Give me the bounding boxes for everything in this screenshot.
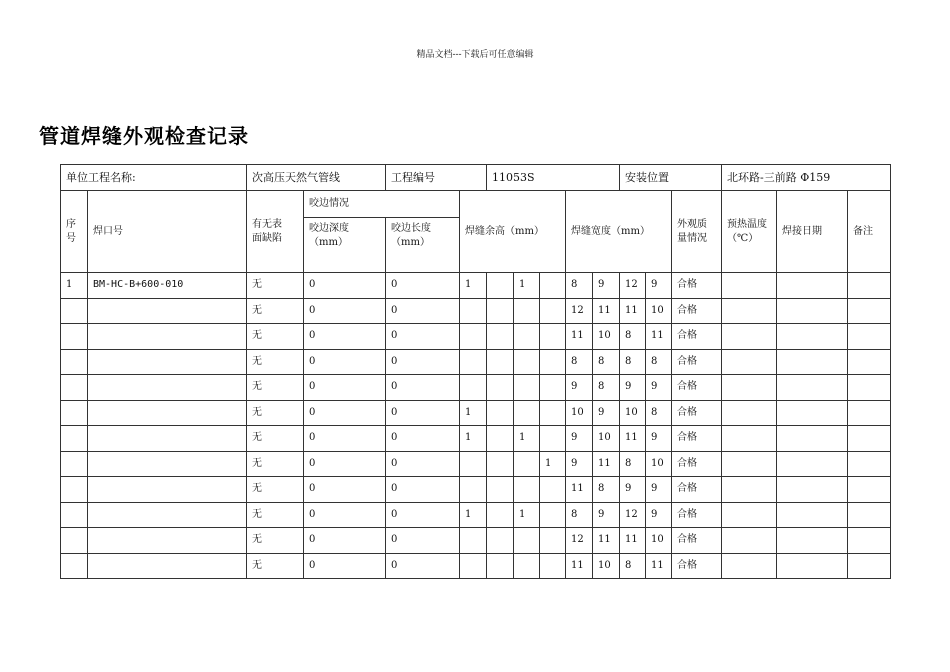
defect-cell: 无 — [247, 400, 304, 426]
width-3-cell: 11 — [620, 426, 646, 452]
reinforcement-3-cell — [514, 400, 540, 426]
weld-inspection-table — [60, 164, 891, 579]
reinforcement-3-cell: 1 — [514, 273, 540, 299]
reinforcement-3-cell: 1 — [514, 426, 540, 452]
info-row — [61, 165, 891, 191]
width-2-cell: 9 — [593, 273, 620, 299]
unit-name-label: 单位工程名称: — [61, 165, 247, 191]
width-3-cell: 11 — [620, 528, 646, 554]
remark-header: 备注 — [848, 191, 891, 273]
depth-cell: 0 — [304, 553, 386, 579]
width-3-cell: 10 — [620, 400, 646, 426]
seq-cell — [61, 324, 88, 350]
defect-cell: 无 — [247, 477, 304, 503]
width-1-cell: 8 — [566, 502, 593, 528]
length-cell: 0 — [386, 477, 460, 503]
reinforcement-4-cell — [540, 324, 566, 350]
length-cell: 0 — [386, 400, 460, 426]
length-cell: 0 — [386, 502, 460, 528]
depth-cell: 0 — [304, 477, 386, 503]
width-4-cell: 11 — [646, 553, 672, 579]
reinforcement-header: 焊缝余高（mm） — [460, 191, 566, 273]
weld-date-cell — [777, 528, 848, 554]
reinforcement-3-cell — [514, 298, 540, 324]
reinforcement-2-cell — [487, 273, 514, 299]
reinforcement-3-cell — [514, 324, 540, 350]
seq-cell: 1 — [61, 273, 88, 299]
width-4-cell: 11 — [646, 324, 672, 350]
preheat-cell — [722, 298, 777, 324]
length-cell: 0 — [386, 528, 460, 554]
depth-cell: 0 — [304, 528, 386, 554]
seq-cell — [61, 375, 88, 401]
reinforcement-3-cell: 1 — [514, 502, 540, 528]
preheat-cell — [722, 426, 777, 452]
reinforcement-4-cell — [540, 375, 566, 401]
project-no-value: 11053S — [487, 165, 620, 191]
preheat-header: 预热温度 （℃） — [722, 191, 777, 273]
location-value: 北环路-三前路 Φ159 — [722, 165, 891, 191]
quality-cell: 合格 — [672, 324, 722, 350]
weld-date-cell — [777, 273, 848, 299]
table-row — [61, 426, 891, 452]
seq-cell — [61, 426, 88, 452]
undercut-length-header: 咬边长度 （mm） — [386, 218, 460, 273]
quality-cell: 合格 — [672, 502, 722, 528]
seq-header: 序 号 — [61, 191, 88, 273]
remark-cell — [848, 426, 891, 452]
width-3-cell: 9 — [620, 375, 646, 401]
weld-cell — [88, 451, 247, 477]
table-row — [61, 349, 891, 375]
width-1-cell: 8 — [566, 273, 593, 299]
reinforcement-4-cell — [540, 528, 566, 554]
width-3-cell: 8 — [620, 349, 646, 375]
depth-cell: 0 — [304, 273, 386, 299]
reinforcement-3-cell — [514, 528, 540, 554]
quality-cell: 合格 — [672, 553, 722, 579]
weld-date-cell — [777, 375, 848, 401]
remark-cell — [848, 451, 891, 477]
quality-cell: 合格 — [672, 298, 722, 324]
quality-cell: 合格 — [672, 349, 722, 375]
width-4-cell: 8 — [646, 349, 672, 375]
reinforcement-1-cell — [460, 553, 487, 579]
length-cell: 0 — [386, 349, 460, 375]
width-3-cell: 12 — [620, 502, 646, 528]
reinforcement-2-cell — [487, 477, 514, 503]
width-4-cell: 10 — [646, 528, 672, 554]
quality-cell: 合格 — [672, 273, 722, 299]
weld-cell — [88, 400, 247, 426]
length-cell: 0 — [386, 451, 460, 477]
preheat-cell — [722, 502, 777, 528]
weld-cell — [88, 426, 247, 452]
preheat-cell — [722, 273, 777, 299]
weld-date-cell — [777, 502, 848, 528]
table-row — [61, 502, 891, 528]
width-2-cell: 8 — [593, 375, 620, 401]
weld-date-header: 焊接日期 — [777, 191, 848, 273]
width-4-cell: 9 — [646, 273, 672, 299]
width-4-cell: 10 — [646, 451, 672, 477]
defect-cell: 无 — [247, 298, 304, 324]
reinforcement-2-cell — [487, 400, 514, 426]
reinforcement-3-cell — [514, 451, 540, 477]
weld-date-cell — [777, 426, 848, 452]
length-cell: 0 — [386, 553, 460, 579]
reinforcement-4-cell: 1 — [540, 451, 566, 477]
quality-header: 外观质 量情况 — [672, 191, 722, 273]
width-2-cell: 11 — [593, 298, 620, 324]
width-1-cell: 8 — [566, 349, 593, 375]
weld-date-cell — [777, 349, 848, 375]
reinforcement-1-cell: 1 — [460, 400, 487, 426]
seq-cell — [61, 451, 88, 477]
defect-cell: 无 — [247, 349, 304, 375]
reinforcement-4-cell — [540, 273, 566, 299]
weld-cell: BM-HC-B+600-010 — [88, 273, 247, 299]
surface-defect-header: 有无表 面缺陷 — [247, 191, 304, 273]
width-1-cell: 9 — [566, 451, 593, 477]
seq-cell — [61, 298, 88, 324]
weld-date-cell — [777, 477, 848, 503]
width-1-cell: 11 — [566, 553, 593, 579]
preheat-cell — [722, 528, 777, 554]
remark-cell — [848, 349, 891, 375]
remark-cell — [848, 553, 891, 579]
table-row — [61, 400, 891, 426]
depth-cell: 0 — [304, 375, 386, 401]
width-1-cell: 11 — [566, 324, 593, 350]
table-row — [61, 324, 891, 350]
reinforcement-4-cell — [540, 349, 566, 375]
reinforcement-1-cell — [460, 375, 487, 401]
width-3-cell: 8 — [620, 451, 646, 477]
page-header: 精品文档---下载后可任意编辑 — [416, 50, 534, 60]
defect-cell: 无 — [247, 426, 304, 452]
defect-cell: 无 — [247, 502, 304, 528]
width-2-cell: 11 — [593, 528, 620, 554]
table-row — [61, 553, 891, 579]
remark-cell — [848, 298, 891, 324]
reinforcement-4-cell — [540, 477, 566, 503]
width-1-cell: 12 — [566, 298, 593, 324]
width-2-cell: 8 — [593, 349, 620, 375]
width-4-cell: 9 — [646, 426, 672, 452]
preheat-cell — [722, 324, 777, 350]
length-cell: 0 — [386, 324, 460, 350]
length-cell: 0 — [386, 273, 460, 299]
remark-cell — [848, 502, 891, 528]
width-3-cell: 8 — [620, 324, 646, 350]
reinforcement-4-cell — [540, 298, 566, 324]
reinforcement-2-cell — [487, 426, 514, 452]
width-1-cell: 10 — [566, 400, 593, 426]
depth-cell: 0 — [304, 400, 386, 426]
width-2-cell: 10 — [593, 324, 620, 350]
reinforcement-4-cell — [540, 553, 566, 579]
reinforcement-2-cell — [487, 502, 514, 528]
table-row — [61, 451, 891, 477]
seq-cell — [61, 349, 88, 375]
reinforcement-4-cell — [540, 400, 566, 426]
weld-no-header: 焊口号 — [88, 191, 247, 273]
quality-cell: 合格 — [672, 477, 722, 503]
remark-cell — [848, 324, 891, 350]
quality-cell: 合格 — [672, 375, 722, 401]
seq-cell — [61, 477, 88, 503]
location-label: 安装位置 — [620, 165, 722, 191]
depth-cell: 0 — [304, 451, 386, 477]
defect-cell: 无 — [247, 528, 304, 554]
depth-cell: 0 — [304, 298, 386, 324]
quality-cell: 合格 — [672, 528, 722, 554]
reinforcement-3-cell — [514, 553, 540, 579]
preheat-cell — [722, 349, 777, 375]
reinforcement-4-cell — [540, 426, 566, 452]
preheat-cell — [722, 553, 777, 579]
width-4-cell: 9 — [646, 477, 672, 503]
depth-cell: 0 — [304, 324, 386, 350]
reinforcement-1-cell — [460, 324, 487, 350]
width-2-cell: 11 — [593, 451, 620, 477]
weld-cell — [88, 528, 247, 554]
weld-cell — [88, 502, 247, 528]
width-1-cell: 9 — [566, 375, 593, 401]
project-no-label: 工程编号 — [386, 165, 487, 191]
defect-cell: 无 — [247, 324, 304, 350]
weld-date-cell — [777, 298, 848, 324]
defect-cell: 无 — [247, 451, 304, 477]
reinforcement-1-cell — [460, 477, 487, 503]
reinforcement-2-cell — [487, 298, 514, 324]
preheat-cell — [722, 477, 777, 503]
width-1-cell: 12 — [566, 528, 593, 554]
quality-cell: 合格 — [672, 400, 722, 426]
defect-cell: 无 — [247, 273, 304, 299]
reinforcement-1-cell — [460, 451, 487, 477]
width-2-cell: 9 — [593, 400, 620, 426]
reinforcement-3-cell — [514, 349, 540, 375]
width-2-cell: 10 — [593, 553, 620, 579]
weld-cell — [88, 298, 247, 324]
length-cell: 0 — [386, 375, 460, 401]
weld-date-cell — [777, 553, 848, 579]
seq-cell — [61, 553, 88, 579]
weld-date-cell — [777, 400, 848, 426]
document-title: 管道焊缝外观检查记录 — [39, 124, 249, 148]
undercut-depth-header: 咬边深度 （mm） — [304, 218, 386, 273]
width-3-cell: 12 — [620, 273, 646, 299]
reinforcement-1-cell: 1 — [460, 502, 487, 528]
reinforcement-2-cell — [487, 324, 514, 350]
preheat-cell — [722, 400, 777, 426]
weld-date-cell — [777, 451, 848, 477]
width-4-cell: 9 — [646, 375, 672, 401]
reinforcement-1-cell: 1 — [460, 426, 487, 452]
remark-cell — [848, 528, 891, 554]
remark-cell — [848, 400, 891, 426]
table-row — [61, 298, 891, 324]
reinforcement-1-cell — [460, 298, 487, 324]
table-row — [61, 477, 891, 503]
reinforcement-2-cell — [487, 553, 514, 579]
remark-cell — [848, 375, 891, 401]
table-row — [61, 528, 891, 554]
width-3-cell: 11 — [620, 298, 646, 324]
seq-cell — [61, 400, 88, 426]
reinforcement-2-cell — [487, 528, 514, 554]
reinforcement-2-cell — [487, 451, 514, 477]
width-3-cell: 8 — [620, 553, 646, 579]
depth-cell: 0 — [304, 426, 386, 452]
weld-cell — [88, 324, 247, 350]
width-1-cell: 9 — [566, 426, 593, 452]
defect-cell: 无 — [247, 553, 304, 579]
preheat-cell — [722, 375, 777, 401]
reinforcement-2-cell — [487, 349, 514, 375]
width-2-cell: 10 — [593, 426, 620, 452]
weld-width-header: 焊缝宽度（mm） — [566, 191, 672, 273]
reinforcement-1-cell: 1 — [460, 273, 487, 299]
remark-cell — [848, 273, 891, 299]
width-3-cell: 9 — [620, 477, 646, 503]
quality-cell: 合格 — [672, 426, 722, 452]
reinforcement-2-cell — [487, 375, 514, 401]
width-4-cell: 10 — [646, 298, 672, 324]
reinforcement-1-cell — [460, 349, 487, 375]
weld-cell — [88, 349, 247, 375]
width-2-cell: 9 — [593, 502, 620, 528]
table-row — [61, 375, 891, 401]
weld-date-cell — [777, 324, 848, 350]
depth-cell: 0 — [304, 502, 386, 528]
seq-cell — [61, 502, 88, 528]
reinforcement-3-cell — [514, 477, 540, 503]
reinforcement-1-cell — [460, 528, 487, 554]
remark-cell — [848, 477, 891, 503]
depth-cell: 0 — [304, 349, 386, 375]
undercut-header: 咬边情况 — [304, 191, 460, 218]
unit-name-value: 次高压天然气管线 — [247, 165, 386, 191]
width-1-cell: 11 — [566, 477, 593, 503]
seq-cell — [61, 528, 88, 554]
header-row-1 — [61, 191, 891, 218]
preheat-cell — [722, 451, 777, 477]
width-2-cell: 8 — [593, 477, 620, 503]
defect-cell: 无 — [247, 375, 304, 401]
reinforcement-3-cell — [514, 375, 540, 401]
length-cell: 0 — [386, 426, 460, 452]
width-4-cell: 9 — [646, 502, 672, 528]
width-4-cell: 8 — [646, 400, 672, 426]
table-row — [61, 273, 891, 299]
length-cell: 0 — [386, 298, 460, 324]
weld-cell — [88, 477, 247, 503]
quality-cell: 合格 — [672, 451, 722, 477]
weld-cell — [88, 375, 247, 401]
reinforcement-4-cell — [540, 502, 566, 528]
weld-cell — [88, 553, 247, 579]
